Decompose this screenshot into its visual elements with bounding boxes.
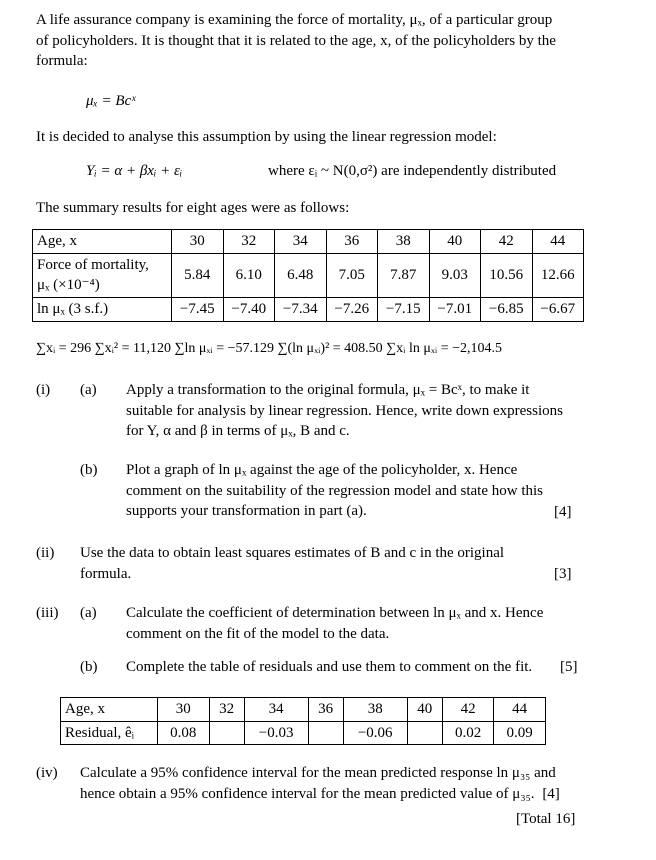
- residual-value-row: [61, 721, 546, 745]
- force-cell: 7.05: [326, 253, 378, 297]
- residual-age-label: Age, x: [61, 698, 158, 722]
- regression-assumption: where εᵢ ~ N(0,σ²) are independently distributed: [268, 163, 557, 179]
- residual-age-cell: 30: [158, 698, 210, 722]
- question-iii-a-label: (a): [80, 605, 97, 621]
- intro-paragraph: [36, 10, 582, 72]
- total-marks: [Total 16]: [516, 811, 576, 827]
- question-i-b-label: (b): [80, 462, 98, 478]
- force-cell: 9.03: [429, 253, 481, 297]
- question-iv-number: (iv): [36, 765, 58, 781]
- question-ii-text: [80, 543, 580, 584]
- residual-age-cell: 36: [308, 698, 343, 722]
- question-i-number: (i): [36, 382, 51, 398]
- main-formula: μₓ = Bcˣ: [86, 93, 136, 109]
- age-cell: 42: [481, 230, 533, 254]
- question-i-b-line-3: supports your transformation in part (a).: [126, 503, 367, 520]
- residual-value-cell: −0.06: [343, 721, 407, 745]
- force-cell: 12.66: [532, 253, 584, 297]
- force-row: [33, 253, 584, 297]
- ln-cell: −7.45: [172, 298, 224, 322]
- intro-line-2: of policyholders. It is thought that it is related to the age, x, of the policyholders by the: [36, 32, 556, 49]
- age-cell: 38: [378, 230, 430, 254]
- force-label-line-1: Force of mortality,: [37, 256, 149, 273]
- question-iii-a-line-2: comment on the fit of the model to the data.: [126, 625, 390, 642]
- intro-line-3: formula:: [36, 53, 88, 70]
- question-i-a-line-1: Apply a transformation to the original formula, μₓ = Bcˣ, to make it: [126, 382, 530, 398]
- ln-cell: −7.01: [429, 298, 481, 322]
- residual-age-row: [61, 698, 546, 722]
- question-iii-b-label: (b): [80, 659, 98, 675]
- residual-age-cell: 44: [494, 698, 546, 722]
- residual-value-cell: −0.03: [244, 721, 308, 745]
- age-row: [33, 230, 584, 254]
- residual-age-cell: 38: [343, 698, 407, 722]
- question-iv-text: [80, 763, 580, 804]
- question-ii-line-2: formula.: [80, 565, 132, 582]
- question-iii-a-text: [126, 603, 580, 644]
- ln-cell: −7.40: [223, 298, 275, 322]
- ln-row: [33, 298, 584, 322]
- question-iv-marks: [4]: [542, 785, 560, 802]
- residual-age-cell: 42: [442, 698, 494, 722]
- question-i-a-line-3: for Y, α and β in terms of μₓ, B and c.: [126, 423, 350, 440]
- question-i-b-line-1: Plot a graph of ln μₓ against the age of the policyholder, x. Hence: [126, 462, 518, 478]
- question-i-b-line-2: comment on the suitability of the regression model and state how this: [126, 482, 544, 499]
- summary-sums: ∑xᵢ = 296 ∑xᵢ² = 11,120 ∑ln μₓᵢ = −57.129 ∑(ln μₓᵢ)² = 408.50 ∑xᵢ ln μₓᵢ = −2,104.5: [36, 341, 502, 356]
- question-i-marks: [4]: [554, 504, 572, 520]
- force-cell: 6.10: [223, 253, 275, 297]
- residual-value-label: Residual, êᵢ: [61, 721, 158, 745]
- residual-age-cell: 40: [407, 698, 442, 722]
- force-cell: 5.84: [172, 253, 224, 297]
- question-iv-line-2: [80, 784, 580, 805]
- age-row-label: Age, x: [33, 230, 172, 254]
- residual-value-cell: 0.09: [494, 721, 546, 745]
- residual-value-cell: 0.02: [442, 721, 494, 745]
- force-cell: 7.87: [378, 253, 430, 297]
- age-cell: 30: [172, 230, 224, 254]
- force-row-label: [33, 253, 172, 297]
- summary-table: [32, 229, 584, 322]
- question-iv-line-2-text: hence obtain a 95% confidence interval for the mean predicted value of μ₃₅.: [80, 785, 535, 802]
- force-label-line-2: μₓ (×10⁻⁴): [37, 277, 100, 294]
- residual-value-cell: 0.08: [158, 721, 210, 745]
- summary-intro: The summary results for eight ages were as follows:: [36, 200, 350, 216]
- question-iv-line-1: Calculate a 95% confidence interval for the mean predicted response ln μ₃₅ and: [80, 765, 556, 781]
- question-iii-number: (iii): [36, 605, 59, 621]
- residuals-table: [60, 697, 546, 745]
- question-i-a-label: (a): [80, 382, 97, 398]
- question-iii-a-line-1: Calculate the coefficient of determination between ln μₓ and x. Hence: [126, 605, 544, 621]
- age-cell: 32: [223, 230, 275, 254]
- residual-value-cell: [209, 721, 244, 745]
- age-cell: 34: [275, 230, 327, 254]
- ln-cell: −7.26: [326, 298, 378, 322]
- ln-row-label: ln μₓ (3 s.f.): [33, 298, 172, 322]
- residual-value-cell: [407, 721, 442, 745]
- residual-age-cell: 32: [209, 698, 244, 722]
- question-ii-marks: [3]: [554, 566, 572, 582]
- regression-model: Yᵢ = α + βxᵢ + εᵢ: [86, 163, 183, 179]
- age-cell: 40: [429, 230, 481, 254]
- question-iii-marks: [5]: [560, 659, 578, 675]
- age-cell: 36: [326, 230, 378, 254]
- ln-cell: −7.34: [275, 298, 327, 322]
- intro-line-1: A life assurance company is examining the force of mortality, μₓ, of a particular group: [36, 12, 553, 28]
- question-i-a-line-2: suitable for analysis by linear regression. Hence, write down expressions: [126, 402, 563, 419]
- question-i-a-text: [126, 380, 580, 442]
- ln-cell: −6.67: [532, 298, 584, 322]
- force-cell: 6.48: [275, 253, 327, 297]
- question-ii-line-1: Use the data to obtain least squares estimates of B and c in the original: [80, 545, 505, 561]
- residual-age-cell: 34: [244, 698, 308, 722]
- age-cell: 44: [532, 230, 584, 254]
- regression-intro: It is decided to analyse this assumption by using the linear regression model:: [36, 129, 497, 145]
- ln-cell: −7.15: [378, 298, 430, 322]
- question-ii-number: (ii): [36, 545, 55, 561]
- force-cell: 10.56: [481, 253, 533, 297]
- question-i-b-text: [126, 460, 580, 522]
- question-iii-b-text: Complete the table of residuals and use them to comment on the fit.: [126, 659, 533, 675]
- ln-cell: −6.85: [481, 298, 533, 322]
- residual-value-cell: [308, 721, 343, 745]
